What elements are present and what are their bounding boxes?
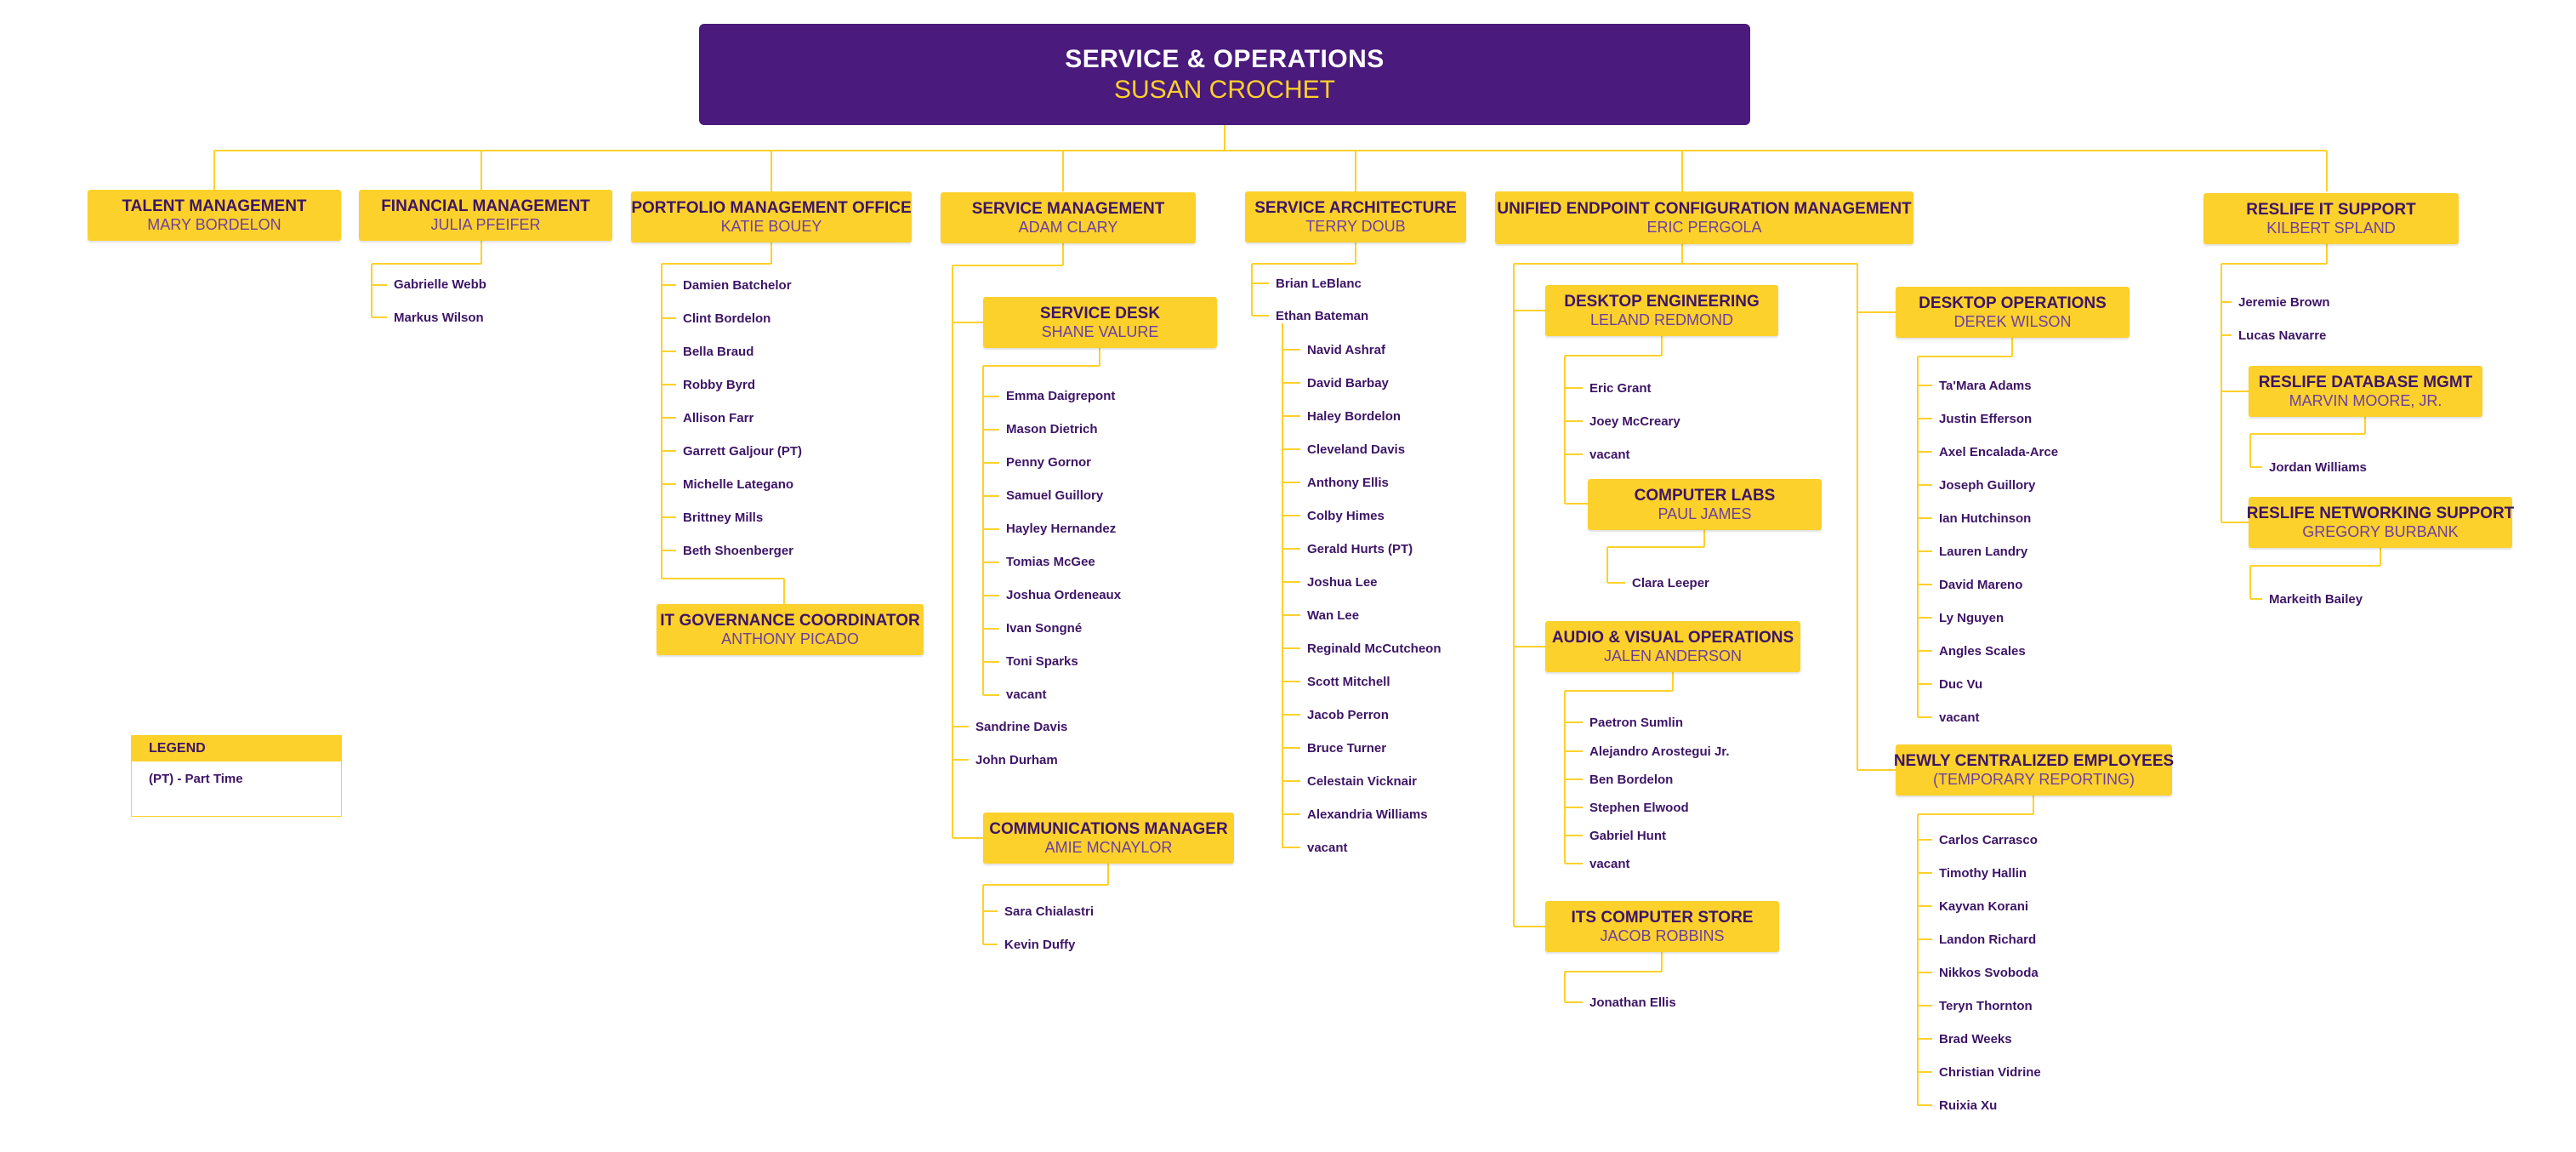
staff-name: Landon Richard: [1939, 932, 2037, 947]
staff-name: Clint Bordelon: [683, 311, 771, 326]
staff-name: Bruce Turner: [1307, 741, 1387, 756]
reslife-net-title: RESLIFE NETWORKING SUPPORT: [2246, 504, 2515, 522]
uecm-title: UNIFIED ENDPOINT CONFIGURATION MANAGEMENT: [1497, 199, 1912, 218]
financial-name: JULIA PFEIFER: [430, 215, 541, 233]
staff-name: Christian Vidrine: [1939, 1065, 2041, 1080]
desktop-ops-name: DEREK WILSON: [1953, 312, 2072, 330]
staff-name: Robby Byrd: [683, 378, 756, 392]
staff-name: Timothy Hallin: [1939, 866, 2027, 881]
reslife-db-title: RESLIFE DATABASE MGMT: [2258, 373, 2473, 391]
staff-name: Paetron Sumlin: [1589, 716, 1684, 730]
root-name: SUSAN CROCHET: [1113, 75, 1336, 104]
staff-name: Ethan Bateman: [1276, 309, 1369, 323]
governance-name: ANTHONY PICADO: [721, 630, 859, 647]
legend-item: (PT) - Part Time: [149, 772, 243, 786]
staff-name: Mason Dietrich: [1006, 422, 1098, 436]
staff-name: Samuel Guillory: [1006, 488, 1104, 503]
computer-labs-title: COMPUTER LABS: [1634, 486, 1776, 505]
service-desk-box: [983, 297, 1217, 348]
architecture-title: SERVICE ARCHITECTURE: [1254, 198, 1457, 217]
store-title: ITS COMPUTER STORE: [1571, 908, 1754, 927]
reslife-net-box: [2246, 497, 2515, 548]
staff-name: Joshua Lee: [1307, 575, 1378, 590]
staff-name: Celestain Vicknair: [1307, 774, 1417, 789]
desktop-ops-title: DESKTOP OPERATIONS: [1919, 294, 2107, 312]
staff-name: vacant: [1939, 710, 1980, 725]
staff-name: Ivan Songné: [1006, 621, 1083, 636]
portfolio-title: PORTFOLIO MANAGEMENT OFFICE: [631, 198, 912, 217]
staff-name: Ly Nguyen: [1939, 611, 2005, 625]
staff-name: Ruixia Xu: [1939, 1098, 1998, 1113]
staff-name: Clara Leeper: [1632, 576, 1709, 590]
financial-title: FINANCIAL MANAGEMENT: [381, 197, 590, 215]
store-box: [1545, 901, 1779, 952]
staff-name: Justin Efferson: [1939, 412, 2033, 426]
talent-box: [88, 190, 341, 241]
architecture-name: TERRY DOUB: [1305, 217, 1406, 235]
reslife-name: KILBERT SPLAND: [2266, 219, 2396, 237]
staff-name: Carlos Carrasco: [1939, 833, 2038, 847]
staff-name: Brittney Mills: [683, 510, 764, 525]
staff-name: Toni Sparks: [1006, 654, 1078, 669]
newly-box: [1893, 744, 2175, 796]
staff-name: Kayvan Korani: [1939, 899, 2029, 914]
staff-name: Reginald McCutcheon: [1307, 642, 1442, 656]
staff-name: Jonathan Ellis: [1589, 995, 1676, 1010]
computer-labs-box: [1588, 479, 1822, 530]
av-ops-box: [1545, 621, 1800, 672]
root-title: SERVICE & OPERATIONS: [1065, 44, 1385, 73]
reslife-db-box: [2249, 366, 2482, 417]
staff-name: Joseph Guillory: [1939, 478, 2036, 493]
staff-name: Axel Encalada-Arce: [1939, 445, 2059, 459]
communications-box: [983, 813, 1234, 864]
staff-name: Allison Farr: [683, 411, 754, 425]
talent-title: TALENT MANAGEMENT: [122, 197, 307, 215]
staff-name: Gabrielle Webb: [394, 277, 486, 292]
staff-name: Wan Lee: [1307, 608, 1360, 623]
staff-name: Jeremie Brown: [2238, 295, 2330, 310]
staff-name: Navid Ashraf: [1307, 343, 1385, 357]
staff-name: Damien Batchelor: [683, 278, 792, 293]
communications-title: COMMUNICATIONS MANAGER: [989, 819, 1228, 838]
staff-name: vacant: [1589, 448, 1630, 462]
service-desk-title: SERVICE DESK: [1039, 304, 1161, 322]
legend-title: LEGEND: [132, 736, 341, 761]
staff-name: Eric Grant: [1589, 381, 1652, 396]
governance-box: [657, 604, 924, 655]
reslife-box: [2204, 193, 2459, 244]
staff-name: John Durham: [975, 753, 1058, 767]
staff-name: Markus Wilson: [394, 311, 484, 325]
staff-name: Lauren Landry: [1939, 545, 2028, 559]
staff-name: Colby Himes: [1307, 509, 1385, 523]
staff-name: Angles Scales: [1939, 644, 2026, 659]
desktop-eng-name: LELAND REDMOND: [1589, 311, 1734, 328]
av-ops-name: JALEN ANDERSON: [1603, 647, 1743, 664]
staff-name: Michelle Lategano: [683, 477, 794, 492]
legend: [131, 735, 342, 817]
staff-name: vacant: [1307, 841, 1348, 855]
talent-name: MARY BORDELON: [147, 215, 281, 233]
staff-name: Sandrine Davis: [975, 720, 1068, 734]
staff-name: Brad Weeks: [1939, 1032, 2012, 1046]
staff-name: Anthony Ellis: [1307, 476, 1389, 490]
staff-name: Emma Daigrepont: [1006, 389, 1116, 403]
reslife-title: RESLIFE IT SUPPORT: [2246, 200, 2416, 219]
root-box: [699, 24, 1750, 125]
staff-name: Beth Shoenberger: [683, 544, 794, 558]
service-mgmt-box: [941, 192, 1196, 243]
staff-name: Duc Vu: [1939, 677, 1983, 692]
staff-name: Sara Chialastri: [1004, 904, 1095, 919]
computer-labs-name: PAUL JAMES: [1658, 505, 1752, 522]
desktop-eng-title: DESKTOP ENGINEERING: [1564, 292, 1760, 311]
staff-name: Lucas Navarre: [2238, 328, 2327, 343]
staff-name: Joshua Ordeneaux: [1006, 588, 1122, 602]
staff-name: Haley Bordelon: [1307, 409, 1402, 424]
staff-name: Garrett Galjour (PT): [683, 444, 803, 459]
staff-name: Gerald Hurts (PT): [1307, 542, 1413, 556]
staff-name: David Mareno: [1939, 578, 2023, 592]
service-mgmt-title: SERVICE MANAGEMENT: [971, 199, 1165, 218]
staff-name: David Barbay: [1307, 376, 1389, 391]
staff-name: Markeith Bailey: [2269, 592, 2363, 607]
staff-name: Brian LeBlanc: [1276, 277, 1362, 291]
staff-name: Stephen Elwood: [1589, 801, 1689, 815]
uecm-box: [1495, 191, 1914, 244]
staff-name: Joey McCreary: [1589, 414, 1680, 429]
staff-name: Hayley Hernandez: [1006, 522, 1117, 536]
staff-name: Jacob Perron: [1307, 708, 1389, 722]
staff-name: Bella Braud: [683, 345, 754, 359]
reslife-net-name: GREGORY BURBANK: [2302, 522, 2459, 540]
desktop-eng-box: [1545, 285, 1778, 336]
uecm-name: ERIC PERGOLA: [1646, 218, 1762, 236]
staff-name: vacant: [1589, 857, 1630, 871]
staff-name: Nikkos Svoboda: [1939, 966, 2039, 980]
staff-name: Ian Hutchinson: [1939, 511, 2032, 526]
staff-name: Alexandria Williams: [1307, 807, 1428, 822]
store-name: JACOB ROBBINS: [1600, 927, 1725, 944]
staff-name: Gabriel Hunt: [1589, 829, 1667, 843]
governance-title: IT GOVERNANCE COORDINATOR: [660, 611, 920, 630]
service-mgmt-name: ADAM CLARY: [1018, 218, 1118, 236]
service-desk-name: SHANE VALURE: [1041, 322, 1159, 340]
staff-name: Scott Mitchell: [1307, 675, 1390, 689]
staff-name: Tomias McGee: [1006, 555, 1095, 569]
staff-name: Kevin Duffy: [1004, 938, 1076, 952]
portfolio-box: [631, 191, 912, 242]
av-ops-title: AUDIO & VISUAL OPERATIONS: [1551, 628, 1794, 647]
architecture-box: [1245, 191, 1466, 242]
staff-name: Jordan Williams: [2269, 460, 2367, 475]
reslife-db-name: MARVIN MOORE, JR.: [2289, 391, 2442, 409]
staff-name: Cleveland Davis: [1307, 442, 1406, 457]
staff-name: Alejandro Arostegui Jr.: [1589, 744, 1730, 759]
portfolio-name: KATIE BOUEY: [720, 217, 822, 235]
staff-name: Ben Bordelon: [1589, 773, 1674, 787]
newly-title: NEWLY CENTRALIZED EMPLOYEES: [1893, 751, 2175, 770]
staff-name: Ta'Mara Adams: [1939, 379, 2032, 393]
desktop-ops-box: [1896, 287, 2130, 338]
staff-name: vacant: [1006, 687, 1047, 702]
financial-box: [359, 190, 612, 241]
staff-name: Penny Gornor: [1006, 455, 1092, 470]
communications-name: AMIE MCNAYLOR: [1044, 838, 1173, 856]
staff-name: Teryn Thornton: [1939, 999, 2033, 1013]
newly-name: (TEMPORARY REPORTING): [1932, 770, 2135, 788]
